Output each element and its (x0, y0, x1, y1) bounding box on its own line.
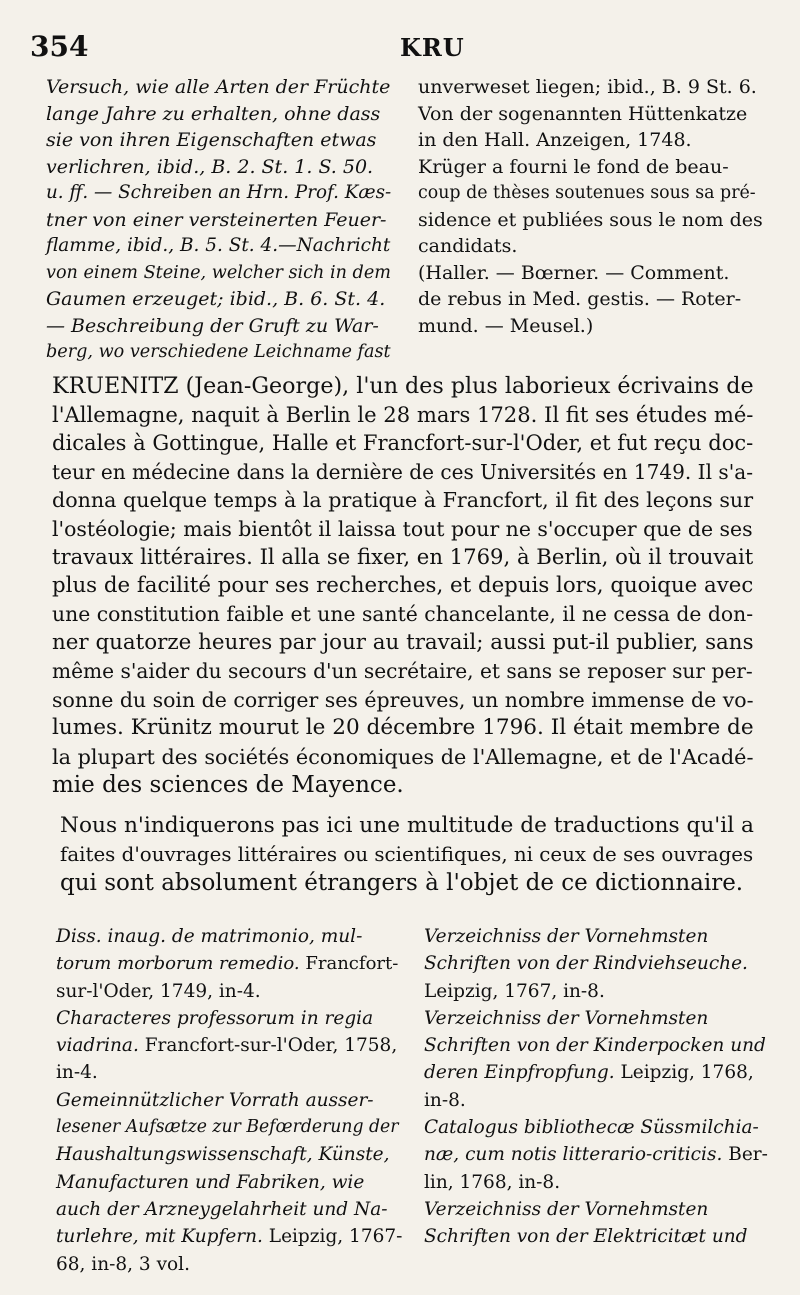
text-line: de rebus in Med. gestis. — Roter- (418, 288, 742, 310)
italic-title-text: deren Einpfropfung. (424, 1062, 615, 1084)
imprint-text: Ber- (722, 1144, 768, 1166)
second-paragraph (60, 812, 768, 898)
text-line: berg, wo verschiedene Leichname fast (46, 342, 391, 362)
bibliography-line (56, 978, 406, 1005)
text-line: Krüger a fourni le fond de beau- (418, 155, 729, 178)
italic-title-text: næ, cum notis litterario-criticis. (424, 1144, 723, 1166)
italic-title-text: Schriften von der Rindviehseuche. (424, 953, 748, 975)
italic-title-text: Schriften von der Elektricitæt und (424, 1226, 748, 1248)
italic-title-text: Gemeinnützlicher Vorrath ausser- (56, 1089, 374, 1111)
paragraph-line: lumes. Krünitz mourut le 20 décembre 1796. Il était membre de (52, 715, 754, 740)
italic-title-text: auch der Arzneygelahrheit und Na- (56, 1198, 388, 1220)
text-line: lange Jahre zu erhalten, ohne dass (46, 102, 381, 125)
text-line: (Haller. — Bœrner. — Comment. (418, 261, 730, 284)
bibliography-line (424, 978, 769, 1005)
italic-title-text: Catalogus bibliothecæ Süssmilchia- (424, 1117, 759, 1139)
page-header (30, 30, 770, 70)
bibliography-line (56, 1005, 406, 1032)
text-line: sie von ihren Eigenschaften etwas (46, 129, 377, 151)
bibliography-line (424, 1196, 769, 1223)
imprint-text: in-4. (56, 1062, 98, 1084)
bibliography-line (424, 1141, 769, 1168)
text-line: coup de thèses soutenues sous sa pré- (418, 183, 756, 203)
text-line: sidence et publiées sous le nom des (418, 208, 763, 231)
imprint-text: sur-l'Oder, 1749, in-4. (56, 980, 261, 1002)
paragraph-line: faites d'ouvrages littéraires ou scientifiques, ni ceux de ses ouvrages (60, 842, 754, 866)
paragraph-line: l'Allemagne, naquit à Berlin le 28 mars 1728. Il fit ses études mé- (52, 401, 754, 427)
italic-title-text: lesener Aufsætze zur Befœrderung der (56, 1117, 399, 1138)
text-line: flamme, ibid., B. 5. St. 4.—Nachricht (46, 235, 391, 256)
bibliography-line (56, 950, 406, 977)
italic-title-text: torum morborum remedio. (56, 953, 300, 975)
text-line: tner von einer versteinerten Feuer- (46, 208, 387, 231)
text-line: mund. — Meusel.) (418, 314, 594, 337)
italic-title-text: Verzeichniss der Vornehmsten (424, 1198, 709, 1220)
paragraph-line: Nous n'indiquerons pas ici une multitude de traductions qu'il a (60, 813, 754, 838)
running-head: KRU (400, 33, 465, 62)
text-line: candidats. (418, 235, 518, 257)
bibliography-line (56, 1196, 406, 1223)
imprint-text: lin, 1768, in-8. (424, 1171, 561, 1193)
bibliography-line (424, 1114, 769, 1141)
italic-title-text: Manufacturen und Fabriken, wie (56, 1171, 365, 1193)
bibliography-line (424, 1059, 769, 1086)
bibliography-line (56, 1087, 406, 1114)
text-line: Gaumen erzeuget; ibid., B. 6. St. 4. (46, 288, 386, 310)
paragraph-line: teur en médecine dans la dernière de ces Universités en 1749. Il s'a- (52, 459, 753, 484)
imprint-text: Leipzig, 1768, (614, 1062, 754, 1084)
italic-title-text: viadrina. (56, 1035, 139, 1057)
top-right-column (418, 74, 763, 339)
bibliography-line (56, 1141, 406, 1168)
bibliography-line (424, 950, 769, 977)
text-line: von einem Steine, welcher sich in dem (46, 262, 391, 283)
bibliography-line (56, 1059, 406, 1086)
italic-title-text: Schriften von der Kinderpocken und (424, 1035, 766, 1057)
bibliography-line (56, 1223, 406, 1250)
paragraph-line: une constitution faible et une santé chancelante, il ne cessa de don- (52, 602, 754, 626)
paragraph-line: la plupart des sociétés économiques de l'Allemagne, et de l'Acadé- (52, 744, 754, 769)
bibliography-line (56, 1032, 406, 1059)
imprint-text: Leipzig, 1767- (262, 1226, 403, 1248)
text-line: unverweset liegen; ibid., B. 9 St. 6. (418, 76, 757, 98)
paragraph-line: l'ostéologie; mais bientôt il laissa tout pour ne s'occuper que de ses (52, 516, 753, 541)
italic-title-text: Haushaltungswissenschaft, Künste, (56, 1144, 390, 1166)
bibliography-line (424, 1223, 769, 1250)
bibliography-line (56, 1251, 406, 1278)
bibliography-line (56, 923, 406, 950)
imprint-text: Francfort- (299, 953, 399, 975)
text-line: Von der sogenannten Hüttenkatze (418, 102, 748, 125)
bibliography-line (424, 1005, 769, 1032)
bibliography-right-column (424, 923, 769, 1251)
italic-title-text: Characteres professorum in regia (56, 1007, 374, 1029)
bibliography-line (424, 1032, 769, 1059)
bibliography-line (424, 1087, 769, 1114)
italic-title-text: Verzeichniss der Vornehmsten (424, 926, 709, 947)
text-line: verlichren, ibid., B. 2. St. 1. S. 50. (46, 155, 374, 178)
paragraph-line: plus de facilité pour ses recherches, et depuis lors, quoique avec (52, 572, 754, 598)
text-line: — Beschreibung der Gruft zu War- (46, 314, 379, 337)
bibliography-line (424, 1169, 769, 1196)
text-line: in den Hall. Anzeigen, 1748. (418, 129, 692, 151)
bibliography-line (424, 923, 769, 950)
paragraph-line: ner quatorze heures par jour au travail; aussi put-il publier, sans (52, 629, 754, 655)
bibliography-line (56, 1114, 406, 1141)
imprint-text: in-8. (424, 1089, 466, 1111)
bibliography-line (56, 1169, 406, 1196)
italic-title-text: Verzeichniss der Vornehmsten (424, 1007, 709, 1029)
imprint-text: Leipzig, 1767, in-8. (424, 980, 605, 1002)
imprint-text: Francfort-sur-l'Oder, 1758, (138, 1035, 398, 1057)
kruenitz-paragraph (52, 372, 768, 800)
text-line: Versuch, wie alle Arten der Früchte (46, 76, 391, 98)
paragraph-line: travaux littéraires. Il alla se fixer, en 1769, à Berlin, où il trouvait (52, 544, 754, 569)
paragraph-line: donna quelque temps à la pratique à Francfort, il fit des leçons sur (52, 488, 754, 512)
paragraph-line: qui sont absolument étrangers à l'objet de ce dictionnaire. (60, 870, 744, 896)
paragraph-line: même s'aider du secours d'un secrétaire, et sans se reposer sur per- (52, 659, 753, 683)
paragraph-line: mie des sciences de Mayence. (52, 772, 404, 798)
italic-title-text: Diss. inaug. de matrimonio, mul- (56, 926, 363, 947)
page-number: 354 (30, 30, 89, 63)
paragraph-line: sonne du soin de corriger ses épreuves, un nombre immense de vo- (52, 687, 754, 712)
paragraph-line: dicales à Gottingue, Halle et Francfort-sur-l'Oder, et fut reçu doc- (52, 430, 754, 455)
top-left-column (46, 74, 398, 366)
italic-title-text: turlehre, mit Kupfern. (56, 1226, 263, 1248)
paragraph-line: KRUENITZ (Jean-George), l'un des plus laborieux écrivains de (52, 373, 754, 399)
imprint-text: 68, in-8, 3 vol. (56, 1253, 190, 1275)
text-line: u. ff. — Schreiben an Hrn. Prof. Kæs- (46, 182, 392, 203)
bibliography-left-column (56, 923, 406, 1278)
